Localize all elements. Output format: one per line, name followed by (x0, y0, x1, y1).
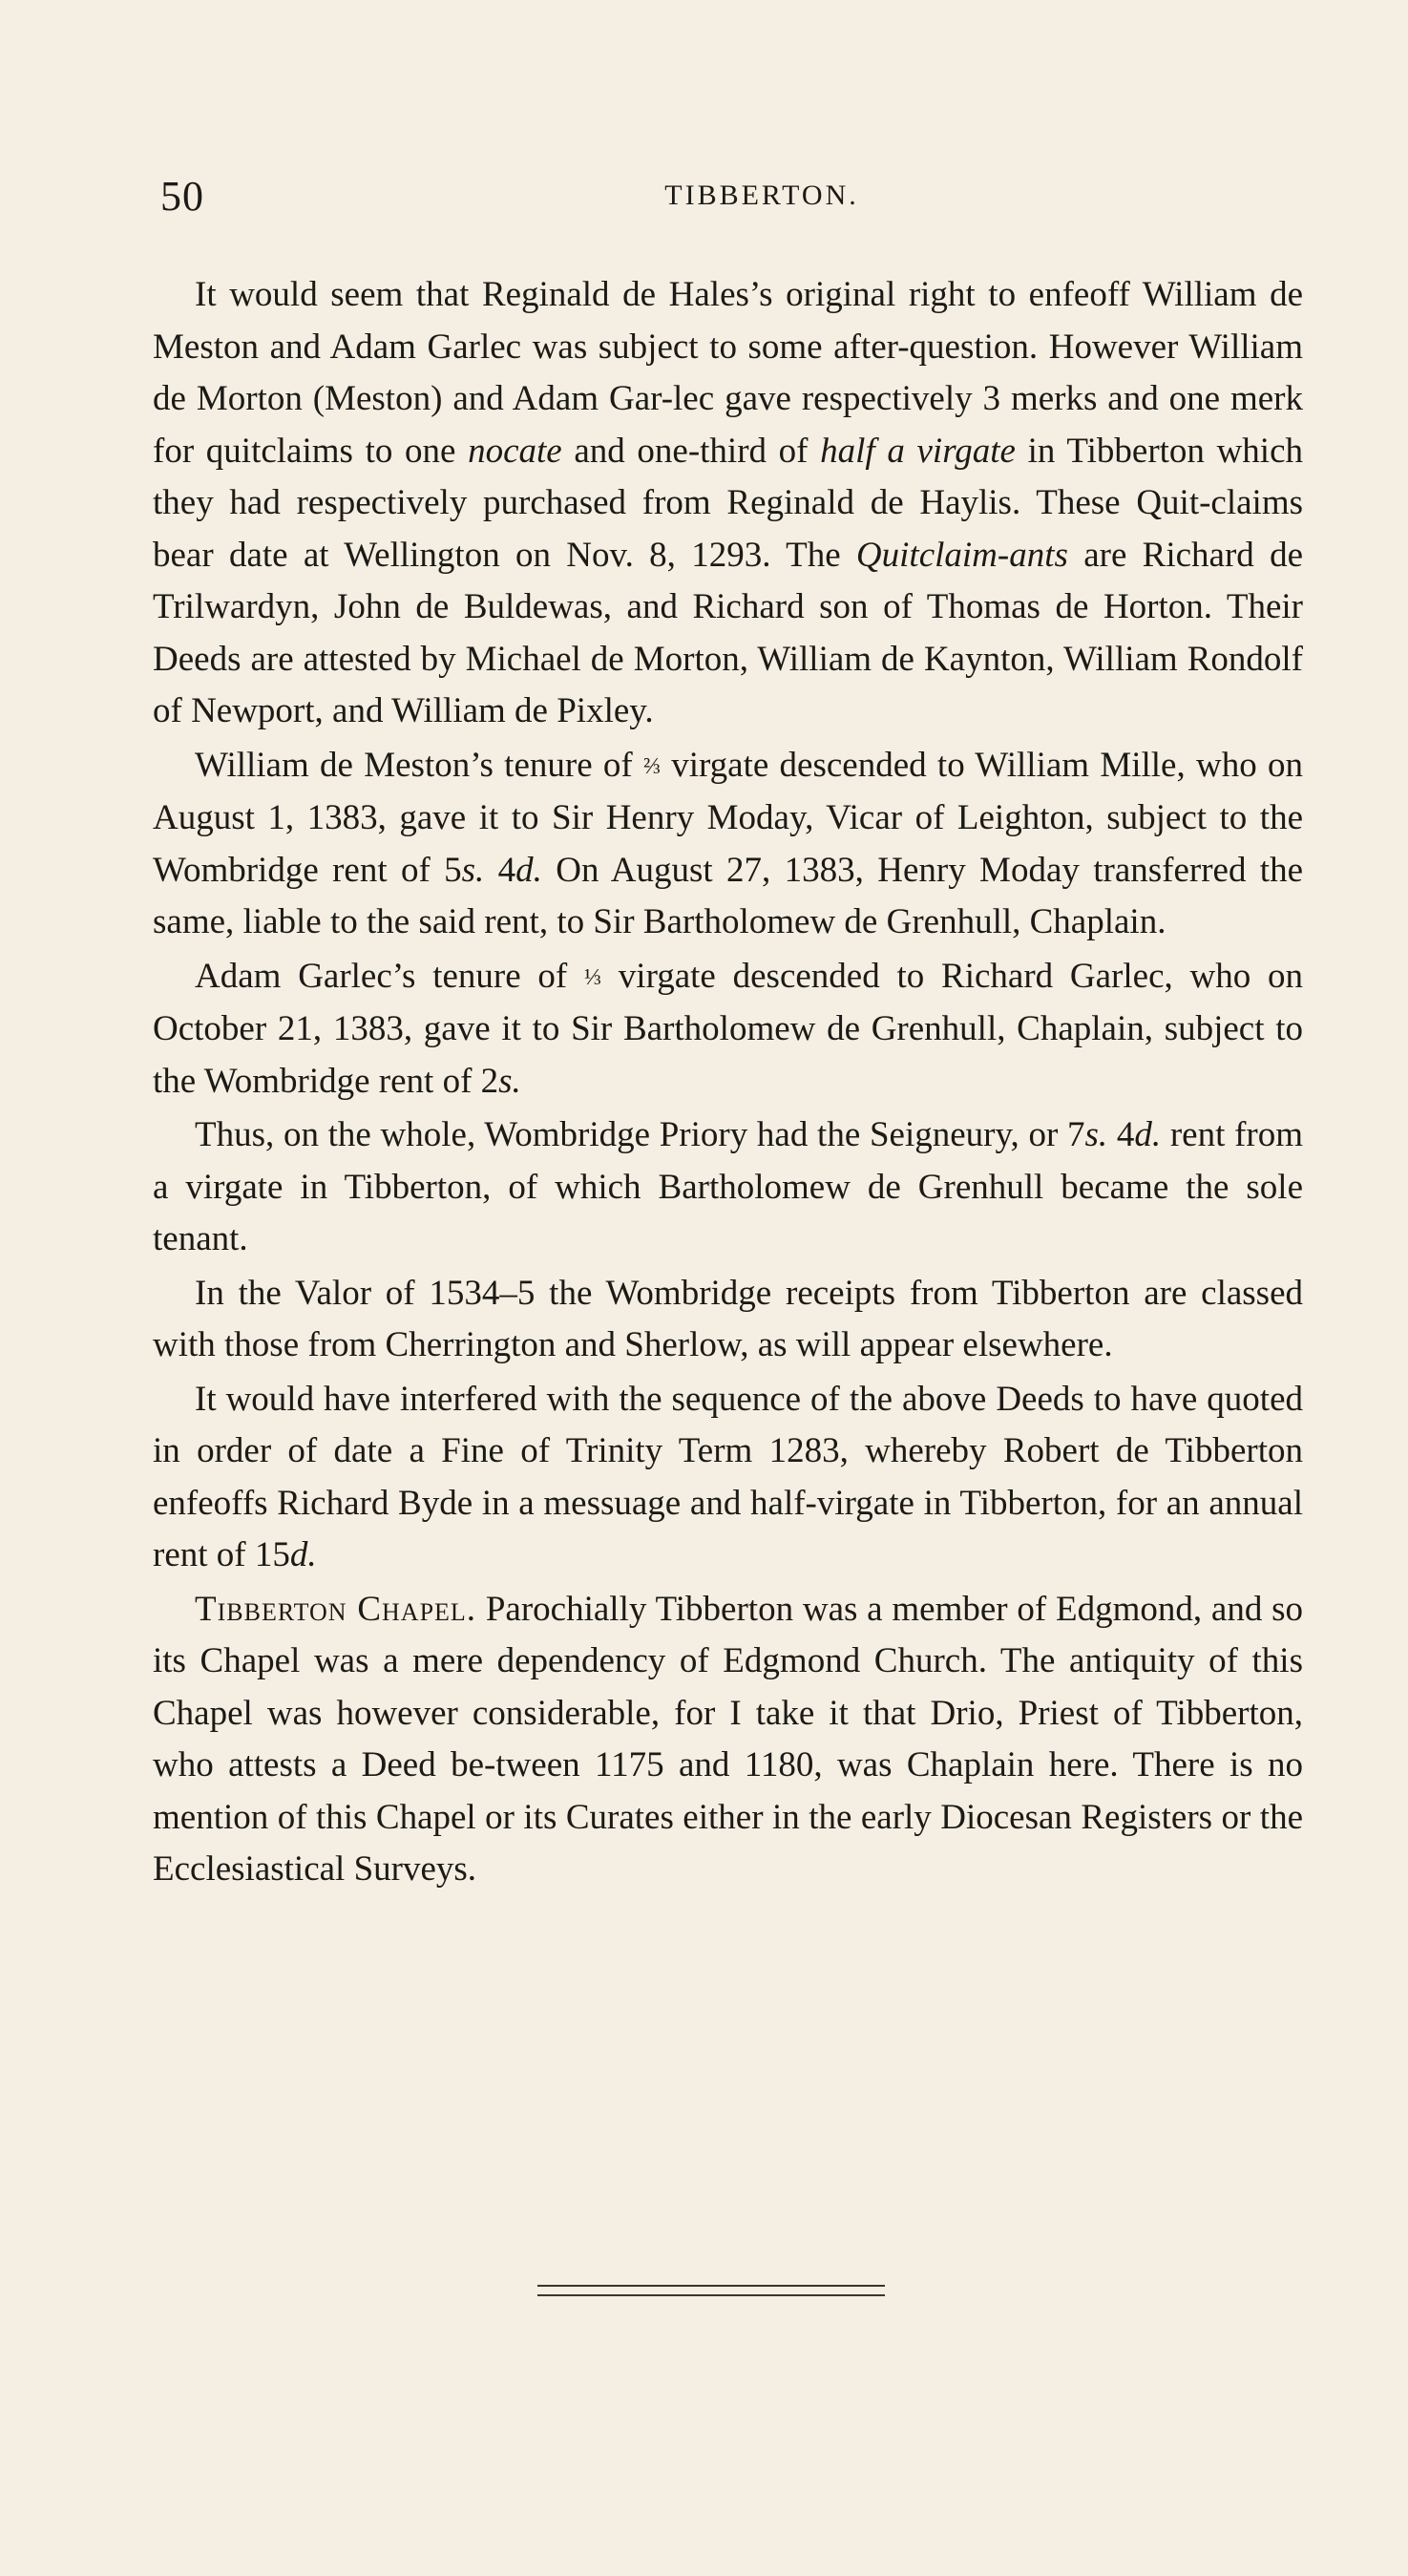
text-run: On August 27, 1383, Henry Moday transferred the same, liable to the said rent, to Sir Bartholomew de Grenhull, Chaplain. (153, 850, 1304, 941)
paragraph (153, 951, 1303, 1109)
text-run: and one-third of (561, 431, 821, 471)
text-run: 4 (484, 850, 516, 890)
italic-text-run: d. (289, 1535, 317, 1574)
text-run: Adam Garlec’s tenure of (195, 956, 585, 996)
section-heading: Tibberton Chapel. (195, 1589, 477, 1629)
fraction: ⅓ (584, 964, 602, 990)
text-run: virgate descended to William Mille, who on August 1, 1383, gave it to Sir Henry Moday, Vicar of Leighton, subject to the Wombridge rent of 5 (153, 745, 1303, 890)
text-run: virgate descended to Richard Garlec, who on October 21, 1383, gave it to Sir Bartholomew de Grenhull, Chaplain, subject to the Wombridge rent of 2 (153, 956, 1303, 1101)
italic-text-run: s. (498, 1061, 521, 1101)
text-run: William de Meston’s tenure of (195, 745, 643, 785)
end-rule-divider (537, 2285, 885, 2296)
paragraph (153, 1268, 1303, 1372)
italic-text-run: d. (1134, 1115, 1162, 1154)
italic-text-run: nocate (468, 431, 562, 471)
text-run: 4 (1107, 1115, 1135, 1154)
paragraph (153, 1584, 1303, 1896)
italic-text-run: Quitclaim-ants (855, 535, 1068, 575)
text-run: Thus, on the whole, Wombridge Priory had the Seigneury, or 7 (195, 1115, 1085, 1154)
italic-text-run: d. (515, 850, 542, 890)
page-number: 50 (160, 173, 204, 220)
italic-text-run: s. (461, 850, 485, 890)
paragraph (153, 1374, 1303, 1582)
paragraph (153, 269, 1303, 738)
paragraph (153, 1109, 1303, 1266)
fraction: ⅔ (642, 753, 661, 779)
running-head (160, 172, 1306, 229)
italic-text-run: half a virgate (820, 431, 1016, 471)
text-run: in Tibberton which they had respectively purchased from Reginald de Haylis. These Quit-claims bear date at Wellington on Nov. 8, 1293. The (153, 431, 1303, 575)
text-run: It would seem that Reginald de Hales’s original right to enfeoff William de Meston and Adam Garlec was subject to some after-question. However William de Morton (Meston) and Adam Gar-lec gave respectively 3 merks and one merk for quitclaims to one (153, 275, 1303, 471)
text-run: rent from a virgate in Tibberton, of which Bartholomew de Grenhull became the sole tenant. (153, 1115, 1303, 1258)
text-run: are Richard de Trilwardyn, John de Buldewas, and Richard son of Thomas de Horton. Their Deeds are attested by Michael de Morton, William de Kaynton, William Rondolf of Newport, and William de Pixley. (153, 535, 1304, 730)
running-title: TIBBERTON. (664, 179, 859, 211)
body-text (153, 269, 1303, 1898)
text-run: It would have interfered with the sequence of the above Deeds to have quoted in order of date a Fine of Trinity Term 1283, whereby Robert de Tibberton enfeoffs Richard Byde in a messuage and half-virgate in Tibberton, for an annual rent of 15 (153, 1379, 1303, 1574)
text-run: In the Valor of 1534–5 the Wombridge receipts from Tibberton are classed with those from Cherrington and Sherlow, as will appear elsewhere. (153, 1273, 1303, 1364)
italic-text-run: s. (1084, 1115, 1108, 1154)
paragraph (153, 740, 1303, 949)
text-run: Parochially Tibberton was a member of Edgmond, and so its Chapel was a mere dependency of Edgmond Church. The antiquity of this Chapel was however considerable, for I take it that Drio, Priest of Tibberton, who attests a Deed be-tween 1175 and 1180, was Chaplain here. There is no mention of this Chapel or its Curates either in the early Diocesan Registers or the Ecclesiastical Surveys. (153, 1589, 1303, 1889)
